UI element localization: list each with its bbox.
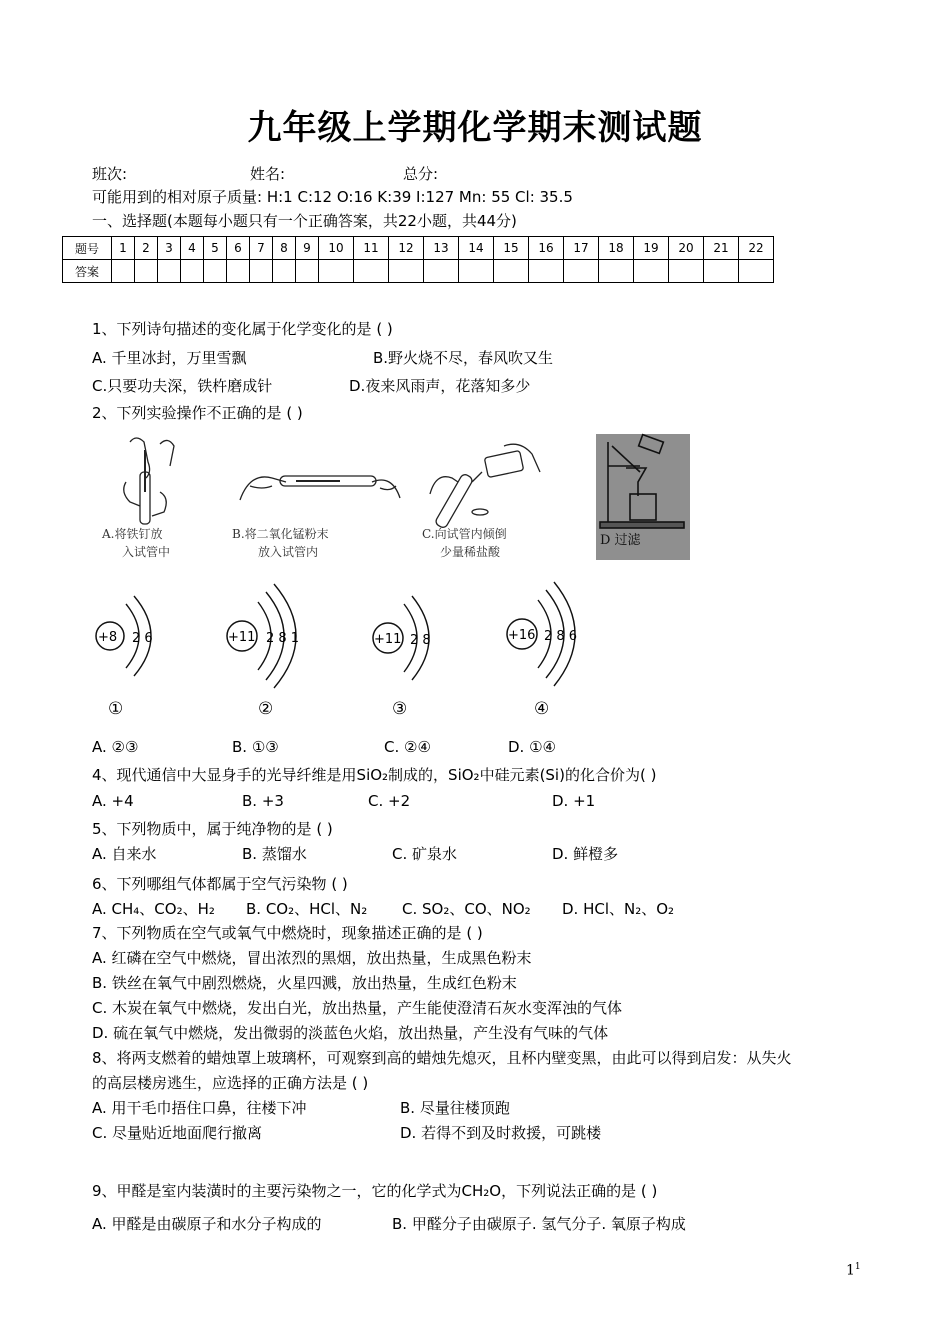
answer-cell[interactable] xyxy=(158,260,181,283)
q4-option-a: A. +4 xyxy=(92,792,134,810)
q7-option-b: B. 铁丝在氧气中剧烈燃烧，火星四溅，放出热量，生成红色粉末 xyxy=(92,974,517,992)
page-number-main: 1 xyxy=(846,1262,855,1279)
electron-shells: 2 8 xyxy=(410,633,431,648)
answer-cell[interactable] xyxy=(494,260,529,283)
number-cell: 6 xyxy=(227,237,250,260)
q9-option-b: B. 甲醛分子由碳原子. 氢气分子. 氧原子构成 xyxy=(392,1215,686,1233)
electron-shells: 2 6 xyxy=(132,631,153,646)
answer-cell[interactable] xyxy=(459,260,494,283)
number-cell: 12 xyxy=(389,237,424,260)
q3-option-b: B. ①③ xyxy=(232,738,279,756)
nucleus-charge: +16 xyxy=(508,628,536,643)
q5-option-b: B. 蒸馏水 xyxy=(242,845,307,863)
answer-cell[interactable] xyxy=(227,260,250,283)
answer-cell[interactable] xyxy=(319,260,354,283)
answer-cell[interactable] xyxy=(634,260,669,283)
atom-label: ① xyxy=(108,699,124,719)
number-cell: 7 xyxy=(250,237,273,260)
q3-atom-diagrams xyxy=(86,578,606,723)
section-heading: 一、选择题(本题每小题只有一个正确答案，共22小题，共44分) xyxy=(92,212,517,230)
answer-cell[interactable] xyxy=(273,260,296,283)
q6-option-d: D. HCl、N₂、O₂ xyxy=(562,900,675,918)
number-cell: 16 xyxy=(529,237,564,260)
q6-option-a: A. CH₄、CO₂、H₂ xyxy=(92,900,215,918)
answer-table-answer-row xyxy=(63,260,774,283)
answer-cell[interactable] xyxy=(564,260,599,283)
atom-structure-2 xyxy=(227,584,299,719)
page-title: 九年级上学期化学期末测试题 xyxy=(247,108,703,148)
figure-a-caption-2: 入试管中 xyxy=(122,545,171,559)
q5-stem: 5、下列物质中，属于纯净物的是 ( ) xyxy=(92,820,333,838)
q7-option-a: A. 红磷在空气中燃烧，冒出浓烈的黑烟，放出热量，生成黑色粉末 xyxy=(92,949,532,967)
q9-stem: 9、甲醛是室内装潢时的主要污染物之一，它的化学式为CH₂O，下列说法正确的是 ( ) xyxy=(92,1182,658,1200)
q1-stem: 1、下列诗句描述的变化属于化学变化的是 ( ) xyxy=(92,320,393,338)
q4-option-b: B. +3 xyxy=(242,792,284,810)
q1-option-a: A. 千里冰封，万里雪飘 xyxy=(92,349,247,367)
number-cell: 22 xyxy=(739,237,774,260)
q4-stem: 4、现代通信中大显身手的光导纤维是用SiO₂制成的，SiO₂中硅元素(Si)的化合价为( ) xyxy=(92,766,657,784)
answer-cell[interactable] xyxy=(529,260,564,283)
page-number xyxy=(846,1262,861,1279)
nucleus-charge: +8 xyxy=(98,630,118,645)
answer-cell[interactable] xyxy=(250,260,273,283)
number-cell: 4 xyxy=(181,237,204,260)
q8-option-c: C. 尽量贴近地面爬行撤离 xyxy=(92,1124,263,1142)
score-label: 总分: xyxy=(403,165,439,183)
atom-label: ③ xyxy=(392,699,408,719)
row-label-answer: 答案 xyxy=(63,260,112,283)
number-cell: 21 xyxy=(704,237,739,260)
answer-cell[interactable] xyxy=(669,260,704,283)
answer-cell[interactable] xyxy=(599,260,634,283)
q8-stem-line2: 的高层楼房逃生，应选择的正确方法是 ( ) xyxy=(92,1074,369,1092)
answer-cell[interactable] xyxy=(704,260,739,283)
number-cell: 14 xyxy=(459,237,494,260)
q5-option-c: C. 矿泉水 xyxy=(392,845,458,863)
electron-shells: 2 8 1 xyxy=(266,631,300,646)
answer-cell[interactable] xyxy=(389,260,424,283)
number-cell: 8 xyxy=(273,237,296,260)
atom-structure-1 xyxy=(96,596,153,719)
q6-option-c: C. SO₂、CO、NO₂ xyxy=(402,900,531,918)
q8-option-d: D. 若得不到及时救援，可跳楼 xyxy=(400,1124,602,1142)
number-cell: 1 xyxy=(112,237,135,260)
q5-option-a: A. 自来水 xyxy=(92,845,157,863)
q7-option-c: C. 木炭在氧气中燃烧，发出白光，放出热量，产生能使澄清石灰水变浑浊的气体 xyxy=(92,999,623,1017)
class-label: 班次: xyxy=(92,165,128,183)
number-cell: 3 xyxy=(158,237,181,260)
q9-option-a: A. 甲醛是由碳原子和水分子构成的 xyxy=(92,1215,322,1233)
q4-option-d: D. +1 xyxy=(552,792,596,810)
number-cell: 20 xyxy=(669,237,704,260)
figure-b-drawing xyxy=(240,476,400,500)
q1-option-c: C.只要功夫深，铁杵磨成针 xyxy=(92,377,273,395)
figure-d-caption: D 过滤 xyxy=(600,533,641,548)
nucleus-charge: +11 xyxy=(374,632,402,647)
answer-cell[interactable] xyxy=(424,260,459,283)
q6-stem: 6、下列哪组气体都属于空气污染物 ( ) xyxy=(92,875,348,893)
q3-option-c: C. ②④ xyxy=(384,738,431,756)
figure-a-caption-1: A.将铁钉放 xyxy=(102,527,163,541)
number-cell: 19 xyxy=(634,237,669,260)
number-cell: 17 xyxy=(564,237,599,260)
q1-option-d: D.夜来风雨声，花落知多少 xyxy=(349,377,531,395)
q7-stem: 7、下列物质在空气或氧气中燃烧时，现象描述正确的是 ( ) xyxy=(92,924,483,942)
number-cell: 11 xyxy=(354,237,389,260)
atom-structure-3 xyxy=(373,596,431,719)
atom-structure-4 xyxy=(507,582,577,719)
figure-c-caption-1: C.向试管内倾倒 xyxy=(422,527,507,541)
figure-a-drawing xyxy=(124,438,174,524)
q3-option-d: D. ①④ xyxy=(508,738,556,756)
page-number-sup: 1 xyxy=(854,1262,861,1272)
q6-option-b: B. CO₂、HCl、N₂ xyxy=(246,900,368,918)
number-cell: 10 xyxy=(319,237,354,260)
q7-option-d: D. 硫在氧气中燃烧，发出微弱的淡蓝色火焰，放出热量，产生没有气味的气体 xyxy=(92,1024,609,1042)
row-label-number: 题号 xyxy=(63,237,112,260)
atom-label: ④ xyxy=(534,699,550,719)
q5-option-d: D. 鲜橙多 xyxy=(552,845,619,863)
q8-option-b: B. 尽量往楼顶跑 xyxy=(400,1099,510,1117)
answer-cell[interactable] xyxy=(296,260,319,283)
number-cell: 15 xyxy=(494,237,529,260)
figure-c-caption-2: 少量稀盐酸 xyxy=(440,545,501,559)
q2-stem: 2、下列实验操作不正确的是 ( ) xyxy=(92,404,303,422)
number-cell: 18 xyxy=(599,237,634,260)
answer-table xyxy=(62,236,774,283)
q8-stem-line1: 8、将两支燃着的蜡烛罩上玻璃杯，可观察到高的蜡烛先熄灭，且杯内壁变黑，由此可以得到启发：从失火 xyxy=(92,1049,792,1067)
q1-option-b: B.野火烧不尽，春风吹又生 xyxy=(373,349,554,367)
answer-table-number-row xyxy=(63,237,774,260)
number-cell: 2 xyxy=(135,237,158,260)
number-cell: 13 xyxy=(424,237,459,260)
figure-b-caption-1: B.将二氧化锰粉末 xyxy=(232,527,329,541)
number-cell: 9 xyxy=(296,237,319,260)
q3-option-a: A. ②③ xyxy=(92,738,139,756)
answer-cell[interactable] xyxy=(739,260,774,283)
number-cell: 5 xyxy=(204,237,227,260)
answer-cell[interactable] xyxy=(354,260,389,283)
atom-label: ② xyxy=(258,699,274,719)
answer-cell[interactable] xyxy=(112,260,135,283)
q8-option-a: A. 用干毛巾捂住口鼻，往楼下冲 xyxy=(92,1099,307,1117)
atomic-masses: 可能用到的相对原子质量: H:1 C:12 O:16 K:39 I:127 Mn: 55 Cl: 35.5 xyxy=(92,188,573,206)
figure-b-caption-2: 放入试管内 xyxy=(258,545,319,559)
electron-shells: 2 8 6 xyxy=(544,629,578,644)
name-label: 姓名: xyxy=(250,165,286,183)
answer-cell[interactable] xyxy=(204,260,227,283)
figure-c-drawing xyxy=(430,444,540,529)
nucleus-charge: +11 xyxy=(228,630,256,645)
q4-option-c: C. +2 xyxy=(368,792,411,810)
q2-figure xyxy=(100,432,700,564)
answer-cell[interactable] xyxy=(181,260,204,283)
answer-cell[interactable] xyxy=(135,260,158,283)
